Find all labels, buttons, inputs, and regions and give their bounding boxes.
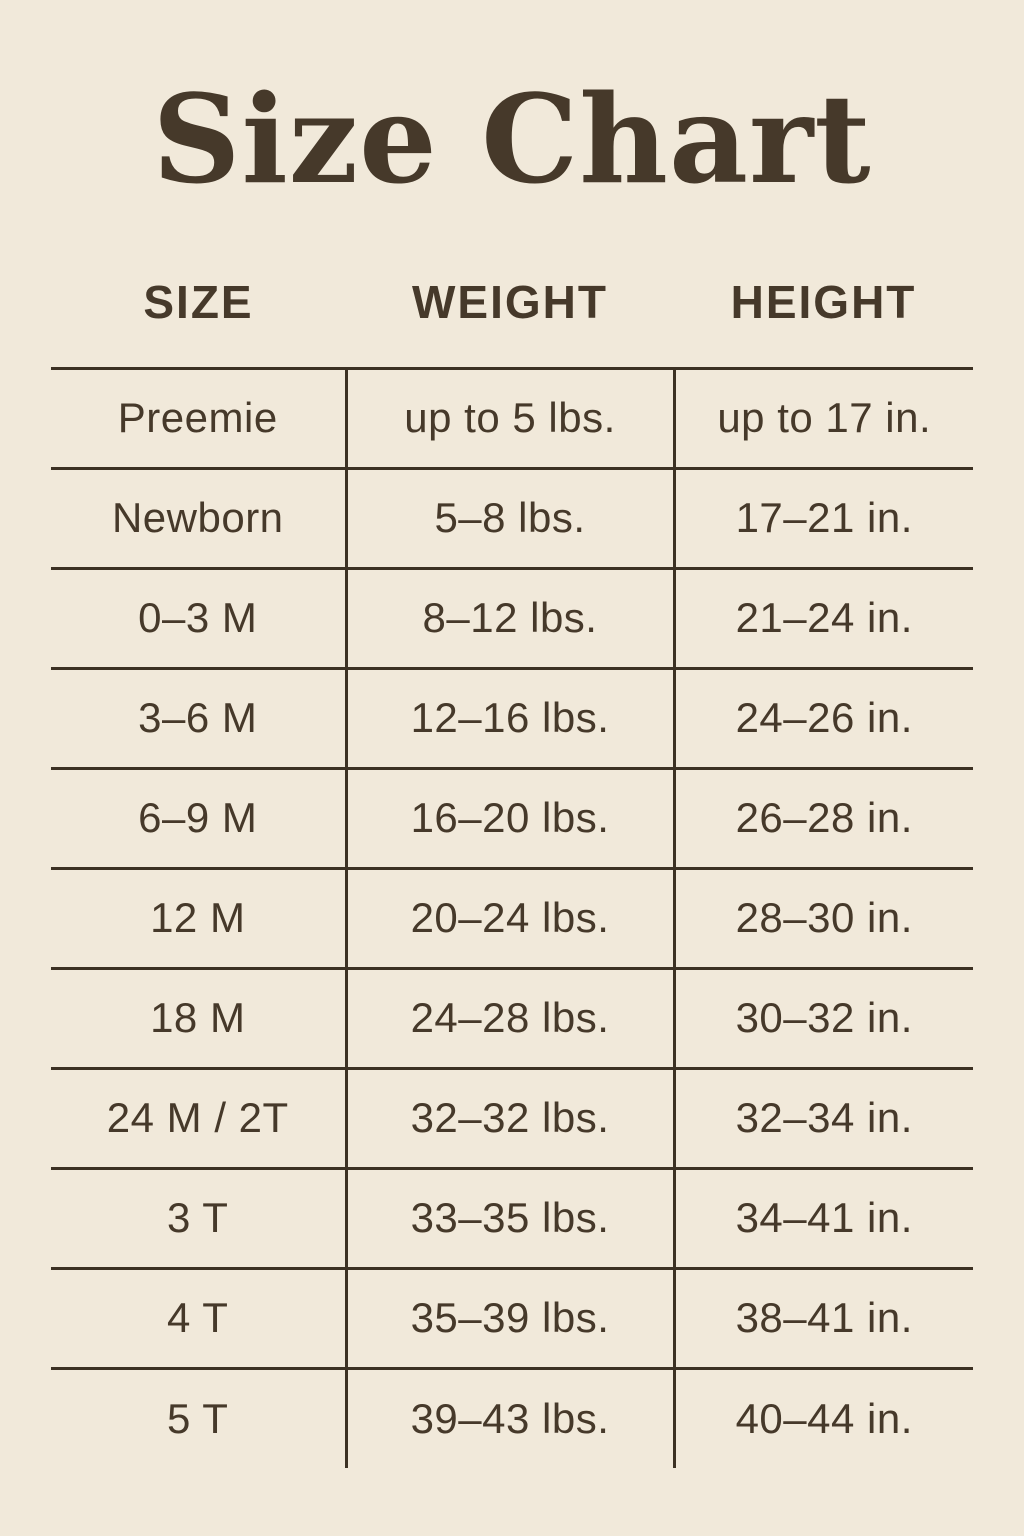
weight-cell: 24–28 lbs. [346,968,674,1068]
table-row [51,868,973,968]
weight-cell: 32–32 lbs. [346,1068,674,1168]
table-row [51,1368,973,1468]
table-row [51,368,973,468]
height-cell: 32–34 in. [674,1068,973,1168]
column-header-size: SIZE [51,203,346,368]
table-header-row [51,203,973,368]
weight-cell: 16–20 lbs. [346,768,674,868]
weight-cell: 33–35 lbs. [346,1168,674,1268]
weight-cell: up to 5 lbs. [346,368,674,468]
weight-cell: 8–12 lbs. [346,568,674,668]
table-header [51,203,973,368]
size-cell: 24 M / 2T [51,1068,346,1168]
height-cell: 26–28 in. [674,768,973,868]
page-title: Size Chart [152,67,872,211]
size-cell: 0–3 M [51,568,346,668]
table-row [51,768,973,868]
height-cell: up to 17 in. [674,368,973,468]
column-header-height: HEIGHT [674,203,973,368]
height-cell: 40–44 in. [735,1394,913,1442]
height-cell: 38–41 in. [674,1268,973,1368]
size-table [51,203,973,1468]
table-row [51,1268,973,1368]
height-cell: 30–32 in. [674,968,973,1068]
weight-cell: 20–24 lbs. [346,868,674,968]
weight-cell: 35–39 lbs. [346,1268,674,1368]
height-cell: 21–24 in. [674,568,973,668]
weight-cell: 12–16 lbs. [346,668,674,768]
size-cell: 18 M [51,968,346,1068]
size-cell: 3 T [51,1168,346,1268]
weight-cell: 39–43 lbs. [346,1368,674,1468]
height-cell: 28–30 in. [674,868,973,968]
height-cell: 17–21 in. [674,468,973,568]
table-body [51,368,973,1468]
size-cell: 3–6 M [51,668,346,768]
size-cell: 5 T [51,1368,346,1468]
size-cell: 12 M [51,868,346,968]
table-row [51,668,973,768]
size-cell: 4 T [51,1268,346,1368]
height-cell: 24–26 in. [674,668,973,768]
column-header-weight: WEIGHT [346,203,674,368]
table-row [51,968,973,1068]
size-cell: Preemie [51,368,346,468]
table-row [51,568,973,668]
table-row [51,1168,973,1268]
height-cell: 34–41 in. [674,1168,973,1268]
size-cell: Newborn [51,468,346,568]
weight-cell: 5–8 lbs. [346,468,674,568]
table-row [51,468,973,568]
size-cell: 6–9 M [51,768,346,868]
table-row [51,1068,973,1168]
